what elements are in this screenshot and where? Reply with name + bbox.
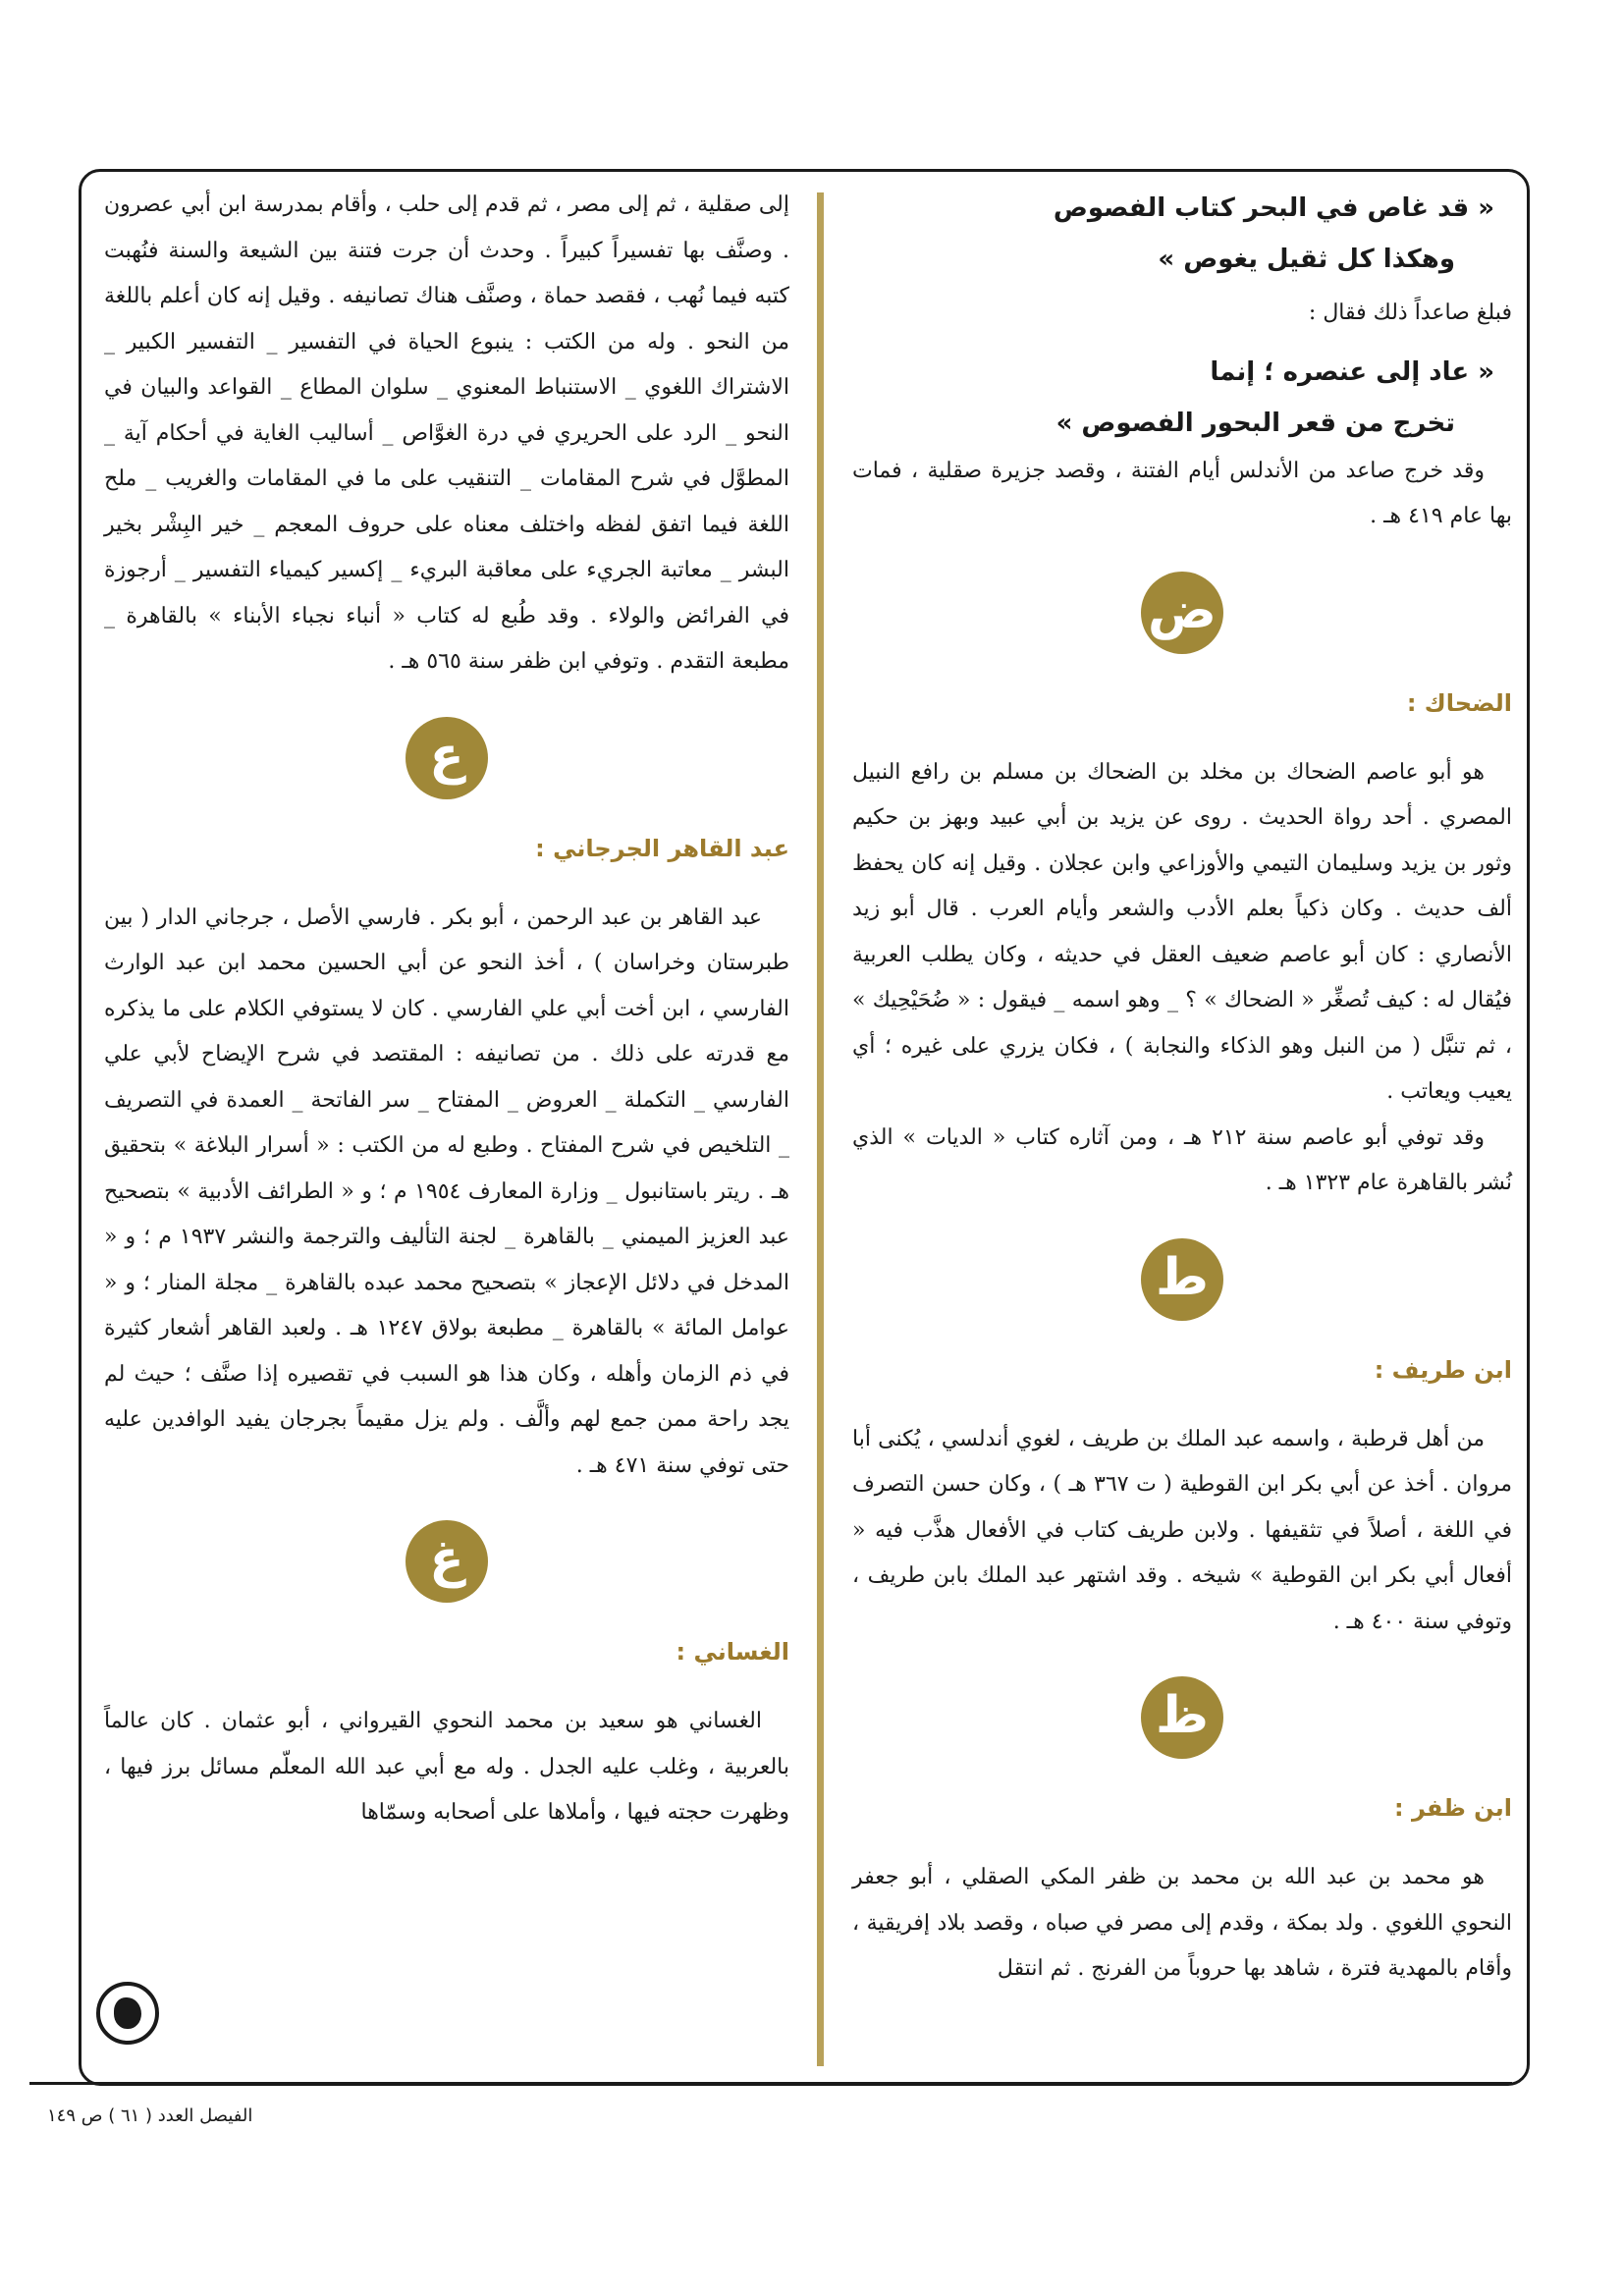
letter-badge-ta: ط	[1141, 1238, 1223, 1321]
column-divider	[817, 192, 824, 2066]
entry-body-dahhak-end: وقد توفي أبو عاصم سنة ٢١٢ هـ ، ومن آثاره كتاب « الديات » الذي نُشر بالقاهرة عام ١٣٢٣ هـ .	[852, 1124, 1512, 1195]
entry-title-dahhak: الضحاك :	[1406, 688, 1512, 717]
page-folio: الفيصل العدد ( ٦١ ) ص ١٤٩	[47, 2105, 253, 2126]
entry-body-zafar: هو محمد بن عبد الله بن محمد بن ظفر المكي الصقلي ، أبو جعفر النحوي اللغوي . ولد بمكة ، وقدم إلى مصر في صباه ، وقصد بلاد إفريقية ، وأقام بالمهدية فترة ، شاهد بها حروباً من الفرنج . ثم انتقل	[852, 1865, 1512, 1981]
entry-body-dahhak: هو أبو عاصم الضحاك بن مخلد بن الضحاك بن مسلم بن رافع النبيل المصري . أحد رواة الحديث . روى عن يزيد بن أبي عبيد وبهز بن حكيم وثور بن يزيد وسليمان التيمي والأوزاعي وابن عجلان . وقيل إنه كان يحفظ ألف حديث . وكان ذكياً بعلم الأدب والشعر وأيام العرب . قال أبو زيد الأنصاري : كان أبو عاصم ضعيف العقل في حديثه ، وكان يطلب العربية فيُقال له : كيف تُصغِّر « الضحاك » ؟ _ وهو اسمه _ فيقول : « ضُحَيْحِيك » ، ثم تنبَّل ( من النبل وهو الذكاء والنجابة ) ، فكان يزري على غيره ؛ أي يعيب ويعاتب .	[852, 759, 1512, 1104]
entry-body-tarif: من أهل قرطبة ، واسمه عبد الملك بن طريف ، لغوي أندلسي ، يُكنى أبا مروان . أخذ عن أبي بكر ابن القوطية ( ت ٣٦٧ هـ ) ، وكان حسن التصرف في اللغة ، أصلاً في تثقيفها . ولابن طريف كتاب في الأفعال هذَّب فيه « أفعال أبي بكر ابن القوطية » شيخه . وقد اشتهر عبد الملك بابن طريف ، وتوفي سنة ٤٠٠ هـ .	[852, 1426, 1512, 1634]
poem-verse-1	[852, 183, 1512, 285]
poem-line: وهكذا كل ثقيل يغوص »	[1158, 245, 1455, 274]
left-column	[104, 183, 789, 1836]
poem-line: « قد غاص في البحر كتاب الفصوص	[1053, 193, 1494, 223]
entry-title-zafar: ابن ظفر :	[1394, 1794, 1512, 1822]
entry-body-jurjani: عبد القاهر بن عبد الرحمن ، أبو بكر . فارسي الأصل ، جرجاني الدار ( بين طبرستان وخراسان ) ، أخذ النحو عن أبي الحسين محمد ابن عبد الوارث الفارسي ، ابن أخت أبي علي الفارسي . كان لا يستوفي الكلام على ما يذكره مع قدرته على ذلك . من تصانيفه : المقتصد في شرح الإيضاح لأبي علي الفارسي _ التكملة _ العروض _ المفتاح _ سر الفاتحة _ العمدة في التصريف _ التلخيص في شرح المفتاح . وطبع له من الكتب : « أسرار البلاغة » بتحقيق هـ . ريتر باستانبول _ وزارة المعارف ١٩٥٤ م ؛ و « الطرائف الأدبية » بتصحيح عبد العزيز الميمني _ بالقاهرة _ لجنة التأليف والترجمة والنشر ١٩٣٧ م ؛ و « المدخل في دلائل الإعجاز » بتصحيح محمد عبده بالقاهرة _ مجلة المنار ؛ و « عوامل المائة » بالقاهرة _ مطبعة بولاق ١٢٤٧ هـ . ولعبد القاهر أشعار كثيرة في ذم الزمان وأهله ، وكان هذا هو السبب في تقصيره إذا صنَّف ؛ حيث لم يجد راحة ممن جمع لهم وألَّف . ولم يزل مقيماً بجرجان يفيد الوافدين عليه حتى توفي سنة ٤٧١ هـ .	[104, 904, 789, 1478]
page-ornament-icon	[96, 1982, 159, 2045]
poem-line: تخرج من قعر البحور الفصوص »	[1055, 408, 1455, 438]
entry-title-ghassani: الغساني :	[676, 1638, 789, 1666]
letter-badge-ghain: غ	[406, 1520, 488, 1603]
entry-title-tarif: ابن طريف :	[1374, 1355, 1512, 1384]
footer-rule	[29, 2082, 1512, 2085]
right-column	[852, 183, 1512, 1993]
poem-line: « عاد إلى عنصره ؛ إنما	[1210, 356, 1494, 387]
intro-text: فبلغ صاعداً ذلك فقال :	[1308, 301, 1512, 325]
letter-badge-za: ظ	[1141, 1676, 1223, 1759]
letter-badge-ain: ع	[406, 717, 488, 799]
entry-title-jurjani: عبد القاهر الجرجاني :	[535, 834, 789, 862]
entry-body-ghassani: الغساني هو سعيد بن محمد النحوي القيرواني ، أبو عثمان . كان عالماً بالعربية ، وغلب عليه الجدل . وله مع أبي عبد الله المعلّم مسائل برز فيها ، وظهرت حجته فيها ، وأملاها على أصحابه وسمّاها	[104, 1709, 789, 1825]
paragraph: وقد خرج صاعد من الأندلس أيام الفتنة ، وقصد جزيرة صقلية ، فمات بها عام ٤١٩ هـ .	[852, 458, 1512, 528]
entry-body-zafar-continued: إلى صقلية ، ثم إلى مصر ، ثم قدم إلى حلب ، وأقام بمدرسة ابن أبي عصرون . وصنَّف بها تفسيراً كبيراً . وحدث أن جرت فتنة بين الشيعة والسنة فنُهبت كتبه فيما نُهب ، فقصد حماة ، وصنَّف هناك تصانيفه . وقيل إنه كان أعلم باللغة من النحو . وله من الكتب : ينبوع الحياة في التفسير _ التفسير الكبير _ الاشتراك اللغوي _ الاستنباط المعنوي _ سلوان المطاع _ القواعد والبيان في النحو _ الرد على الحريري في درة الغوَّاص _ أساليب الغاية في أحكام آية _ المطوَّل في شرح المقامات _ التنقيب على ما في المقامات والغريب _ ملح اللغة فيما اتفق لفظه واختلف معناه على حروف المعجم _ خير البِشْر بخير البشر _ معاتبة الجريء على معاقبة البريء _ إكسير كيمياء التفسير _ أرجوزة في الفرائض والولاء . وقد طُبع له كتاب « أنباء نجباء الأبناء » بالقاهرة _ مطبعة التقدم . وتوفي ابن ظفر سنة ٥٦٥ هـ .	[104, 192, 789, 674]
letter-badge-dad: ض	[1141, 572, 1223, 654]
poem-verse-2	[852, 347, 1512, 449]
